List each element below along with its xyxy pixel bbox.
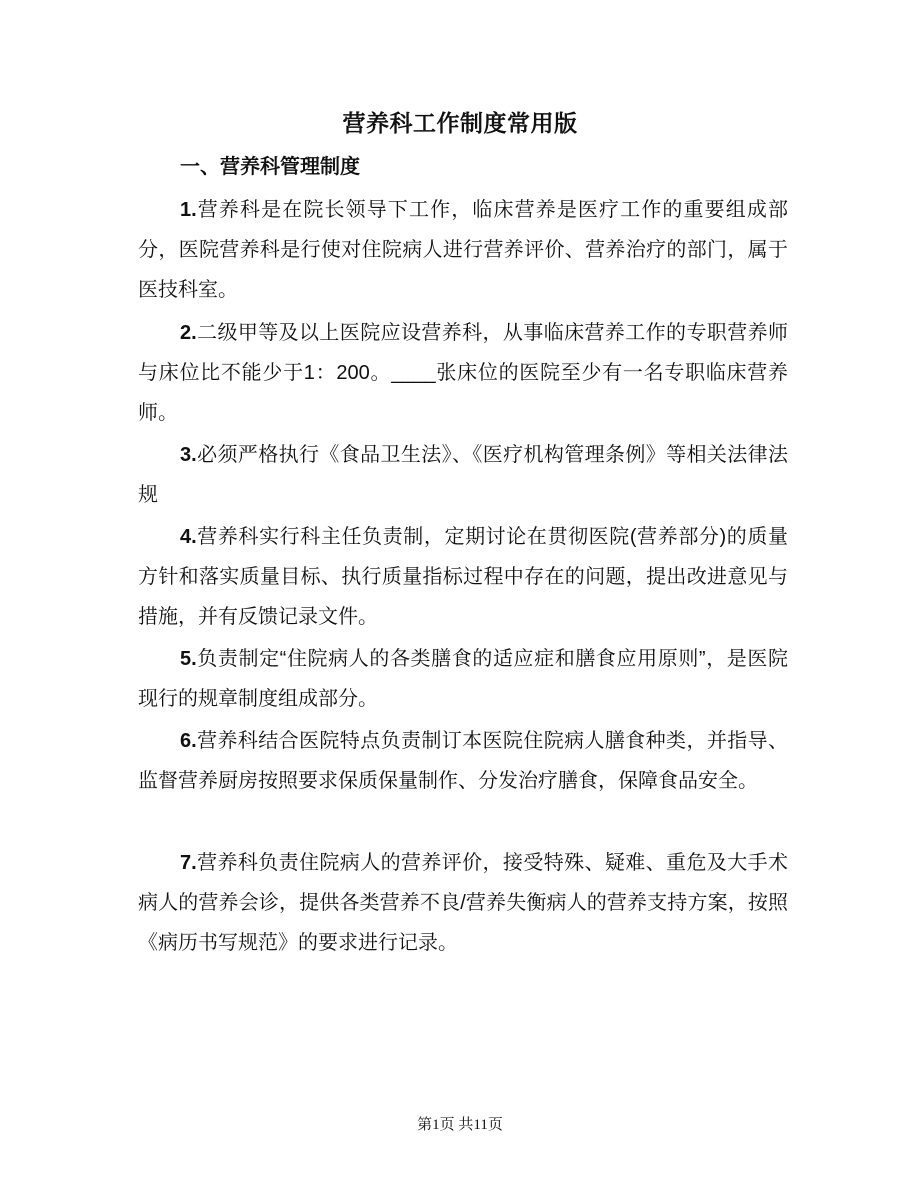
paragraph-4 [138, 517, 788, 637]
document-title: 营养科工作制度常用版 [342, 110, 578, 136]
paragraph-number: 6. [180, 730, 197, 752]
paragraph-6 [138, 721, 788, 801]
paragraph-text: 营养科是在院长领导下工作，临床营养是医疗工作的重要组成部分，医院营养科是行使对住院病人进行营养评价、营养治疗的部门，属于医技科室。 [138, 199, 788, 301]
paragraph-5 [138, 639, 788, 719]
paragraph-1 [138, 190, 788, 310]
paragraph-number: 2. [180, 322, 197, 344]
paragraph-text: 营养科结合医院特点负责制订本医院住院病人膳食种类，并指导、监督营养厨房按照要求保质保量制作、分发治疗膳食，保障食品安全。 [138, 730, 788, 792]
paragraph-number: 7. [180, 852, 197, 874]
page-footer: 第1页 共11页 [417, 1117, 503, 1133]
paragraph-text: 二级甲等及以上医院应设营养科，从事临床营养工作的专职营养师与床位比不能少于1：200。____张床位的医院至少有一名专职临床营养师。 [138, 322, 788, 424]
paragraph-number: 3. [180, 444, 197, 466]
paragraph-2 [138, 313, 788, 433]
paragraph-text: 营养科负责住院病人的营养评价，接受特殊、疑难、重危及大手术病人的营养会诊，提供各类营养不良/营养失衡病人的营养支持方案，按照《病历书写规范》的要求进行记录。 [138, 852, 788, 954]
paragraph-number: 4. [180, 526, 197, 548]
section-heading: 一、营养科管理制度 [180, 156, 360, 178]
paragraph-text: 负责制定“住院病人的各类膳食的适应症和膳食应用原则”，是医院现行的规章制度组成部分。 [138, 648, 788, 710]
paragraph-number: 5. [180, 648, 197, 670]
paragraph-text: 必须严格执行《食品卫生法》、《医疗机构管理条例》等相关法律法规 [138, 444, 788, 506]
paragraph-7 [138, 843, 788, 963]
paragraph-text: 营养科实行科主任负责制，定期讨论在贯彻医院(营养部分)的质量方针和落实质量目标、执行质量指标过程中存在的问题，提出改进意见与措施，并有反馈记录文件。 [138, 526, 788, 628]
paragraph-number: 1. [180, 199, 197, 221]
paragraph-3 [138, 435, 788, 515]
